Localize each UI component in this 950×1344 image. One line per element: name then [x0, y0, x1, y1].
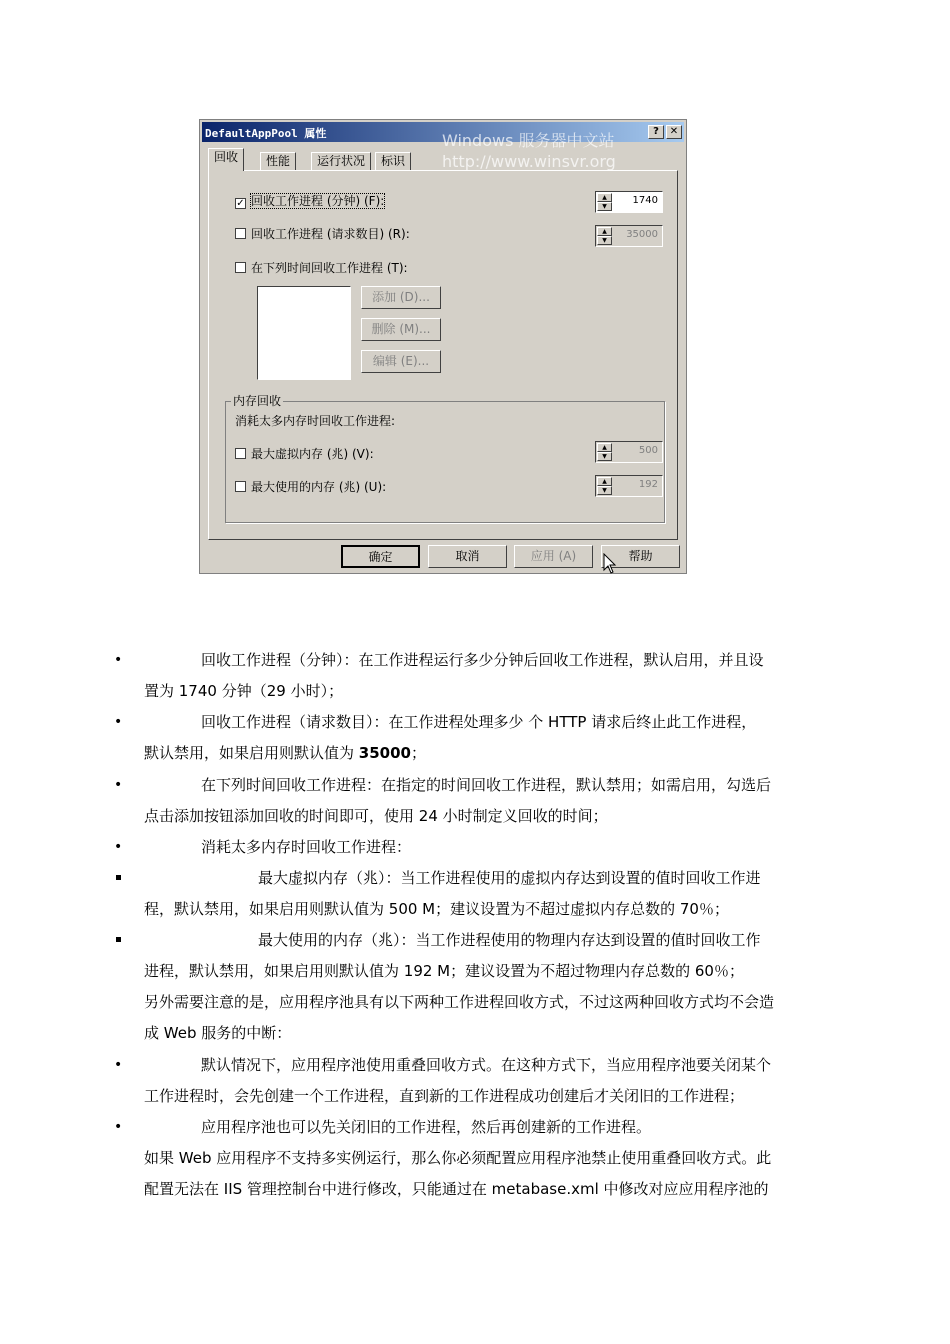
help-button[interactable]: 帮助	[601, 545, 680, 568]
recycle-minutes-value: 1740	[632, 195, 658, 206]
spinner-arrows[interactable]	[597, 193, 612, 211]
item2-line2-a: 默认禁用，如果启用则默认值为	[144, 744, 359, 762]
sub2-line2: 进程，默认禁用，如果启用则默认值为 192 M；建议设置为不超过物理内存总数的 60％；	[144, 962, 744, 980]
close-icon[interactable]: ✕	[666, 125, 682, 139]
item6-line: 应用程序池也可以先关闭旧的工作进程，然后再创建新的工作进程。	[201, 1118, 652, 1136]
para1-line2: 成 Web 服务的中断：	[144, 1024, 292, 1042]
delete-time-button[interactable]: 删除 (M)...	[361, 318, 441, 341]
tab-identity[interactable]: 标识	[375, 152, 411, 170]
para2-line1: 如果 Web 应用程序不支持多实例运行，那么你必须配置应用程序池禁止使用重叠回收方式。此	[144, 1149, 772, 1167]
max-virtual-spinner[interactable]	[595, 441, 663, 463]
spinner-arrows[interactable]	[597, 443, 612, 461]
apply-button[interactable]: 应用 (A)	[514, 545, 593, 568]
tab-performance[interactable]: 性能	[260, 152, 296, 170]
item1-line1: 回收工作进程（分钟）：在工作进程运行多少分钟后回收工作进程，默认启用，并且设	[201, 651, 764, 669]
spin-down-icon[interactable]: ▼	[597, 452, 612, 461]
recycle-minutes-row[interactable]	[235, 193, 384, 209]
add-time-button[interactable]: 添加 (D)...	[361, 286, 441, 309]
watermark	[442, 130, 616, 172]
recycle-requests-row[interactable]	[235, 226, 410, 242]
dialog-title: DefaultAppPool 属性	[205, 127, 327, 140]
spin-up-icon[interactable]: ▲	[597, 443, 612, 452]
max-virtual-value: 500	[638, 445, 658, 456]
max-used-value: 192	[638, 479, 658, 490]
bullet: •	[114, 652, 123, 668]
max-virtual-checkbox[interactable]	[235, 448, 246, 459]
spin-down-icon[interactable]: ▼	[597, 236, 612, 245]
item2-default-value: 35000	[358, 744, 411, 762]
ok-button[interactable]: 确定	[341, 545, 420, 568]
cancel-button[interactable]: 取消	[428, 545, 507, 568]
edit-time-button[interactable]: 编辑 (E)...	[361, 350, 441, 373]
bullet: •	[114, 839, 123, 855]
help-title-button[interactable]: ?	[648, 125, 664, 139]
max-used-label: 最大使用的内存 (兆) (U):	[251, 480, 387, 494]
item5-line1: 默认情况下，应用程序池使用重叠回收方式。在这种方式下，当应用程序池要关闭某个	[201, 1056, 772, 1074]
watermark-line-1: Windows 服务器中文站	[442, 131, 615, 150]
item2-line2-c: ；	[410, 744, 426, 762]
spinner-arrows[interactable]	[597, 477, 612, 495]
item1-line2: 置为 1740 分钟（29 小时）；	[144, 682, 344, 700]
para1-line1: 另外需要注意的是，应用程序池具有以下两种工作进程回收方式，不过这两种回收方式均不会造	[144, 993, 775, 1011]
recycle-requests-checkbox[interactable]	[235, 228, 246, 239]
mouse-cursor-icon	[603, 553, 619, 575]
item4-line: 消耗太多内存时回收工作进程：	[201, 838, 412, 856]
bullet: •	[114, 1057, 123, 1073]
recycle-tab-panel	[208, 170, 678, 540]
max-virtual-label: 最大虚拟内存 (兆) (V):	[251, 447, 374, 461]
recycle-minutes-label: 回收工作进程 (分钟) (F):	[251, 194, 385, 208]
recycle-times-list[interactable]	[257, 286, 351, 380]
memory-group-label: 内存回收	[233, 394, 282, 408]
item5-line2: 工作进程时，会先创建一个工作进程，直到新的工作进程成功创建后才关闭旧的工作进程；	[144, 1087, 745, 1105]
item2-line1: 回收工作进程（请求数目）：在工作进程处理多少 个 HTTP 请求后终止此工作进程，	[201, 713, 757, 731]
spin-down-icon[interactable]: ▼	[597, 486, 612, 495]
spin-up-icon[interactable]: ▲	[597, 227, 612, 236]
memory-caption: 消耗太多内存时回收工作进程:	[235, 414, 396, 428]
max-used-checkbox[interactable]	[235, 481, 246, 492]
tab-recycle[interactable]: 回收	[208, 148, 244, 171]
recycle-requests-value: 35000	[626, 229, 658, 240]
max-used-spinner[interactable]	[595, 475, 663, 497]
recycle-minutes-checkbox[interactable]: ✓	[236, 198, 245, 209]
spin-down-icon[interactable]: ▼	[597, 202, 612, 211]
sub1-line1: 最大虚拟内存（兆）：当工作进程使用的虚拟内存达到设置的值时回收工作进	[258, 869, 761, 887]
item2-line2	[144, 743, 426, 763]
max-used-row[interactable]	[235, 479, 386, 495]
sub2-line1: 最大使用的内存（兆）：当工作进程使用的物理内存达到设置的值时回收工作	[258, 931, 761, 949]
recycle-times-row[interactable]	[235, 260, 408, 276]
bullet: •	[114, 1119, 123, 1135]
spin-up-icon[interactable]: ▲	[597, 477, 612, 486]
app-pool-properties-dialog	[199, 119, 687, 574]
tab-health[interactable]: 运行状况	[311, 152, 371, 170]
spin-up-icon[interactable]: ▲	[597, 193, 612, 202]
bullet: •	[114, 714, 123, 730]
bullet: •	[114, 777, 123, 793]
spinner-arrows[interactable]	[597, 227, 612, 245]
item3-line2: 点击添加按钮添加回收的时间即可，使用 24 小时制定义回收的时间；	[144, 807, 608, 825]
recycle-requests-spinner[interactable]	[595, 225, 663, 247]
recycle-requests-label: 回收工作进程 (请求数目) (R):	[251, 227, 410, 241]
item3-line1: 在下列时间回收工作进程：在指定的时间回收工作进程，默认禁用；如需启用，勾选后	[201, 776, 772, 794]
square-bullet	[116, 875, 121, 880]
sub1-line2: 程，默认禁用，如果启用则默认值为 500 M；建议设置为不超过虚拟内存总数的 70％；	[144, 900, 729, 918]
recycle-minutes-spinner[interactable]	[595, 191, 663, 213]
para2-line2: 配置无法在 IIS 管理控制台中进行修改，只能通过在 metabase.xml 中修改对应应用程序池的	[144, 1180, 769, 1198]
square-bullet	[116, 937, 121, 942]
max-virtual-row[interactable]	[235, 446, 374, 462]
watermark-line-2: http://www.winsvr.org	[442, 152, 616, 171]
recycle-times-label: 在下列时间回收工作进程 (T):	[251, 261, 408, 275]
recycle-times-checkbox[interactable]	[235, 262, 246, 273]
